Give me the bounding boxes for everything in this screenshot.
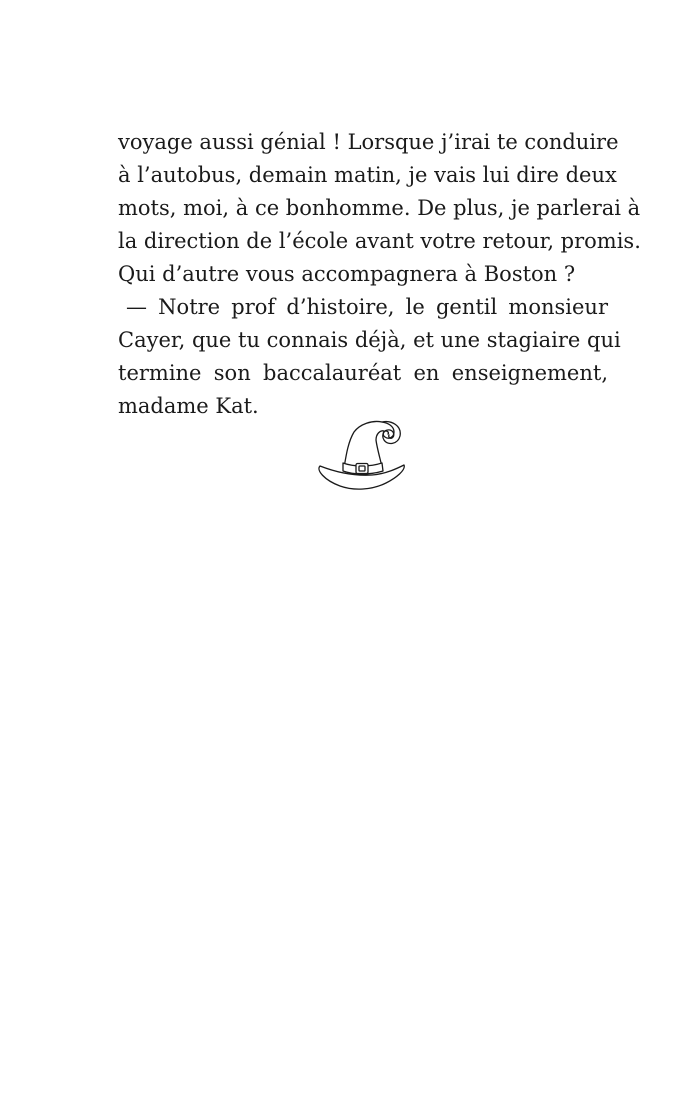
text-line: voyage aussi génial ! Lorsque j’irai te conduire — [118, 130, 619, 154]
text-line: Cayer, que tu connais déjà, et une stagiaire qui — [118, 328, 621, 352]
text-line: termine son baccalauréat en enseignement, — [118, 361, 608, 385]
text-line: la direction de l’école avant votre retour, promis. — [118, 229, 641, 253]
text-line: Qui d’autre vous accompagnera à Boston ? — [118, 262, 576, 286]
text-line: mots, moi, à ce bonhomme. De plus, je parlerai à — [118, 196, 641, 220]
paragraph-1 — [118, 126, 641, 291]
text-line: — Notre prof d’histoire, le gentil monsieur — [126, 295, 608, 319]
text-line: à l’autobus, demain matin, je vais lui dire deux — [118, 163, 617, 187]
text-line: madame Kat. — [118, 394, 259, 418]
paragraph-2 — [118, 291, 621, 423]
page-text — [118, 126, 641, 423]
witch-hat-icon — [314, 420, 408, 496]
